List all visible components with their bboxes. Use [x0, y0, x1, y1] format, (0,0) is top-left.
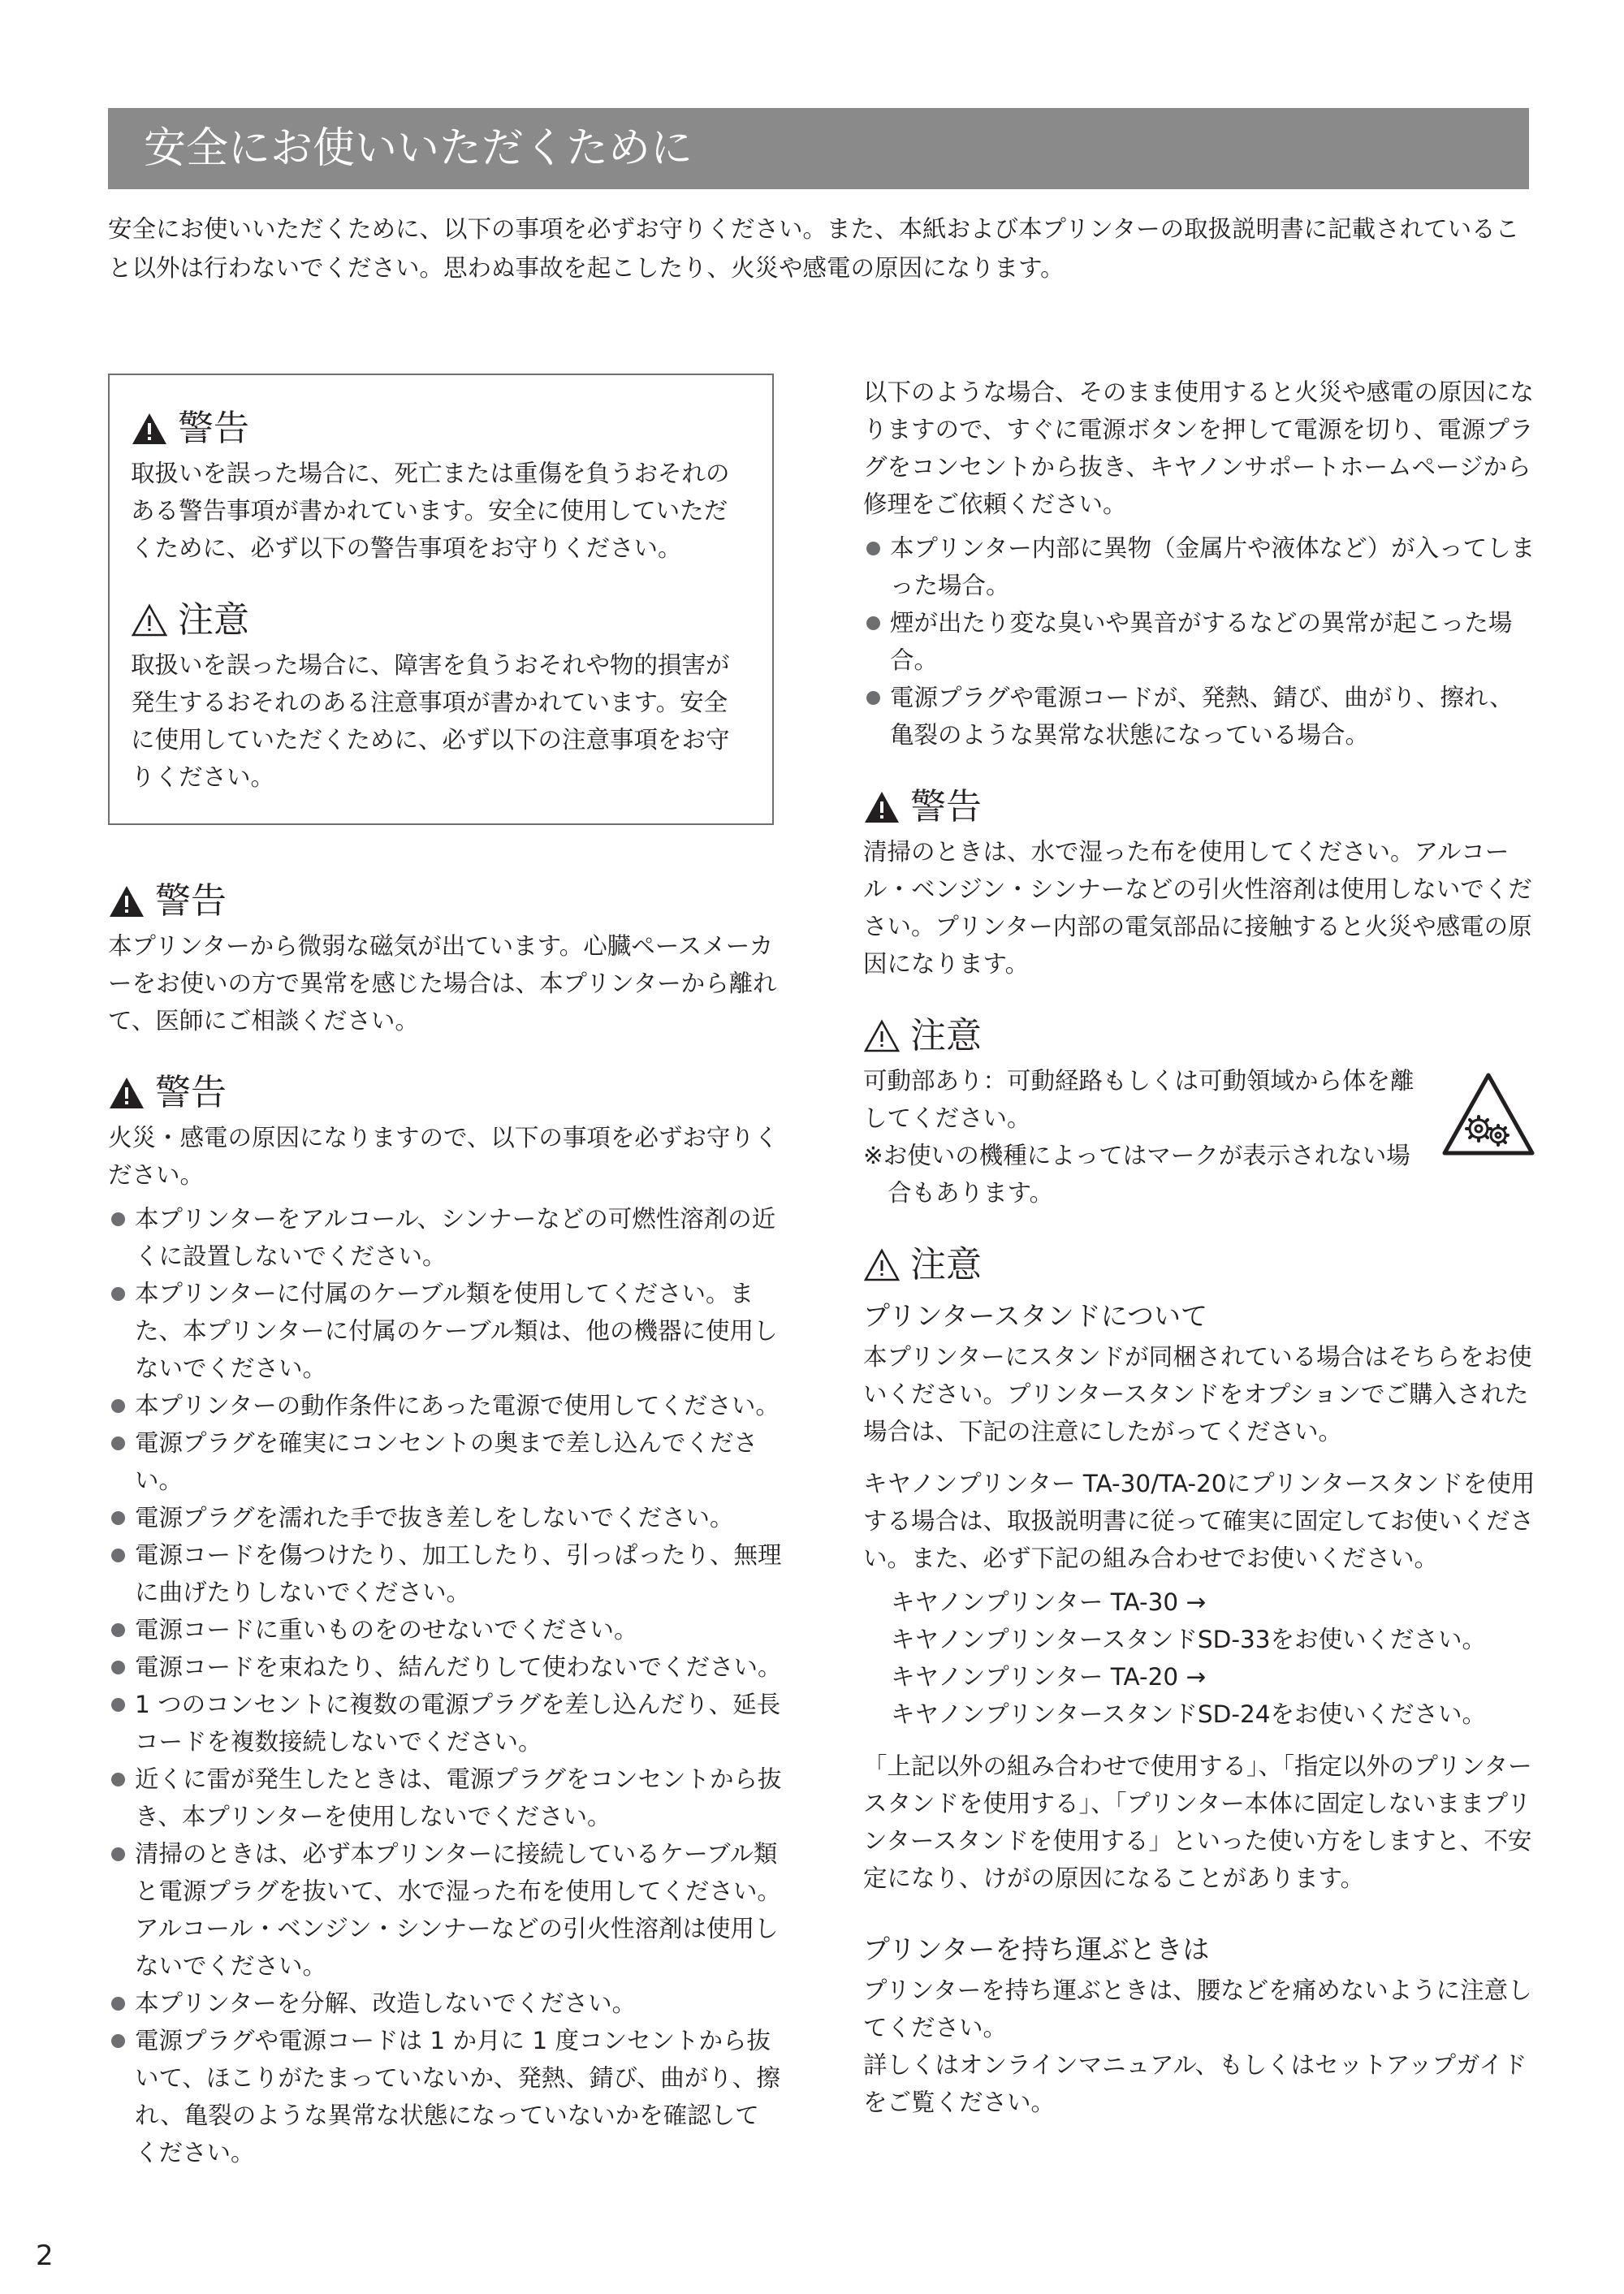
- carry-paragraph-2: 詳しくはオンラインマニュアル、もしくはセットアップガイドをご覧ください。: [863, 2051, 1527, 2116]
- warning-magnetic-text: 本プリンターから微弱な磁気が出ています。心臓ペースメーカーをお使いの方で異常を感じた場合は、本プリンターから離れて、医師にご相談ください。: [108, 932, 777, 1035]
- legend-caution-text: 取扱いを誤った場合に、障害を負うおそれや物的損害が発生するおそれのある注意事項が書かれています。安全に使用していただくために、必ず以下の注意事項をお守りください。: [131, 651, 730, 791]
- intro-text: 安全にお使いいただくために、以下の事項を必ずお守りください。また、本紙および本プリンターの取扱説明書に記載されていること以外は行わないでください。思わぬ事故を起こしたり、火災や感電の原因になります。: [108, 215, 1520, 282]
- warning-magnetic-heading: [108, 875, 782, 927]
- caution-stand-heading: [863, 1239, 1537, 1291]
- stand-combo-1b: キヤノンプリンタースタンドSD-33をお使いください。: [891, 1626, 1487, 1653]
- legend-warning-heading: [131, 403, 748, 455]
- list-item: 近くに雷が発生したときは、電源プラグをコンセントから抜き、本プリンターを使用しないでください。: [108, 1760, 782, 1835]
- warning-cleaning-text: 清掃のときは、水で湿った布を使用してください。アルコール・ベンジン・シンナーなどの引火性溶剤は使用しないでください。プリンター内部の電気部品に接触すると火災や感電の原因になります。: [863, 838, 1532, 978]
- stand-subheading: プリンタースタンドについて: [863, 1300, 1208, 1332]
- warning-fire-text: 火災・感電の原因になりますので、以下の事項を必ずお守りください。: [108, 1124, 779, 1189]
- warning-cleaning-heading: [863, 781, 1537, 833]
- list-item: 本プリンターに付属のケーブル類を使用してください。また、本プリンターに付属のケーブル類は、他の機器に使用しないでください。: [108, 1275, 782, 1387]
- stand-combo-2b: キヤノンプリンタースタンドSD-24をお使いください。: [891, 1700, 1487, 1728]
- warning-cleaning-title: 警告: [910, 786, 982, 827]
- page-title: 安全にお使いいただくために: [108, 108, 1529, 189]
- warning-fire-list: [108, 1200, 782, 2171]
- list-item: 本プリンターを分解、改造しないでください。: [108, 1985, 782, 2022]
- legend-warning-title: 警告: [178, 408, 249, 449]
- warning-filled-icon: [131, 412, 168, 446]
- warning-filled-icon: [108, 884, 145, 918]
- legend-caution-heading: [131, 594, 748, 646]
- malfunction-list: [863, 529, 1537, 754]
- list-item: 電源コードを傷つけたり、加工したり、引っぱったり、無理に曲げたりしないでください。: [108, 1536, 782, 1611]
- caution-moving-note: ※お使いの機種によってはマークが表示されない場合もあります。: [863, 1142, 1410, 1207]
- moving-parts-gear-icon: [1440, 1070, 1537, 1160]
- list-item: 1 つのコンセントに複数の電源プラグを差し込んだり、延長コードを複数接続しないでください。: [108, 1686, 782, 1760]
- list-item: 電源プラグや電源コードが、発熱、錆び、曲がり、擦れ、亀裂のような異常な状態になっている場合。: [863, 679, 1537, 754]
- list-item: 清掃のときは、必ず本プリンターに接続しているケーブル類と電源プラグを抜いて、水で湿った布を使用してください。アルコール・ベンジン・シンナーなどの引火性溶剤は使用しないでください。: [108, 1835, 782, 1985]
- caution-stand-title: 注意: [910, 1244, 982, 1285]
- malfunction-text: 以下のような場合、そのまま使用すると火災や感電の原因になりますので、すぐに電源ボタンを押して電源を切り、電源プラグをコンセントから抜き、キヤノンサポートホームページから修理をご依頼ください。: [863, 378, 1535, 518]
- caution-outline-icon: [863, 1019, 901, 1053]
- list-item: 煙が出たり変な臭いや異音がするなどの異常が起こった場合。: [863, 604, 1537, 679]
- carry-paragraph-1: プリンターを持ち運ぶときは、腰などを痛めないように注意してください。: [863, 1976, 1532, 2041]
- right-column: [863, 374, 1537, 2121]
- warning-fire-heading: [108, 1067, 782, 1119]
- list-item: 電源コードを束ねたり、結んだりして使わないでください。: [108, 1648, 782, 1686]
- list-item: 電源プラグを確実にコンセントの奥まで差し込んでください。: [108, 1424, 782, 1499]
- stand-paragraph-3: 「上記以外の組み合わせで使用する」、「指定以外のプリンタースタンドを使用する」、「プリンター本体に固定しないままプリンタースタンドを使用する」といった使い方をしますと、不安定になり、けがの原因になることがあります。: [863, 1752, 1532, 1892]
- warning-magnetic-title: 警告: [155, 880, 227, 922]
- list-item: 本プリンター内部に異物（金属片や液体など）が入ってしまった場合。: [863, 529, 1537, 604]
- legend-caution-title: 注意: [178, 599, 249, 641]
- warning-fire-title: 警告: [155, 1072, 227, 1113]
- stand-paragraph-1: 本プリンターにスタンドが同梱されている場合はそちらをお使いください。プリンタースタンドをオプションでご購入された場合は、下記の注意にしたがってください。: [863, 1343, 1532, 1445]
- stand-combo-1a: キヤノンプリンター TA-30 →: [891, 1588, 1207, 1616]
- stand-combo-2a: キヤノンプリンター TA-20 →: [891, 1663, 1207, 1691]
- caution-moving-body: [863, 1062, 1537, 1212]
- list-item: 電源プラグや電源コードは 1 か月に 1 度コンセントから抜いて、ほこりがたまっていないか、発熱、錆び、曲がり、擦れ、亀裂のような異常な状態になっていないかを確認してください。: [108, 2022, 782, 2171]
- warning-filled-icon: [863, 790, 901, 824]
- list-item: 本プリンターをアルコール、シンナーなどの可燃性溶剤の近くに設置しないでください。: [108, 1200, 782, 1275]
- list-item: 電源プラグを濡れた手で抜き差しをしないでください。: [108, 1499, 782, 1536]
- caution-outline-icon: [863, 1248, 901, 1282]
- caution-moving-title: 注意: [910, 1015, 982, 1056]
- caution-moving-text: 可動部あり：可動経路もしくは可動領域から体を離してください。: [863, 1067, 1415, 1132]
- legend-box: [108, 374, 774, 825]
- page-number: 2: [36, 2240, 54, 2272]
- caution-outline-icon: [131, 603, 168, 637]
- warning-filled-icon: [108, 1076, 145, 1110]
- list-item: 電源コードに重いものをのせないでください。: [108, 1611, 782, 1648]
- legend-warning-text: 取扱いを誤った場合に、死亡または重傷を負うおそれのある警告事項が書かれています。安全に使用していただくために、必ず以下の警告事項をお守りください。: [131, 460, 730, 562]
- carry-subheading: プリンターを持ち運ぶときは: [863, 1933, 1210, 1965]
- stand-paragraph-2: キヤノンプリンター TA-30/TA-20にプリンタースタンドを使用する場合は、取扱説明書に従って確実に固定してお使いください。また、必ず下記の組み合わせでお使いください。: [863, 1470, 1535, 1572]
- list-item: 本プリンターの動作条件にあった電源で使用してください。: [108, 1387, 782, 1424]
- left-column: [108, 374, 782, 2171]
- caution-moving-heading: [863, 1010, 1537, 1062]
